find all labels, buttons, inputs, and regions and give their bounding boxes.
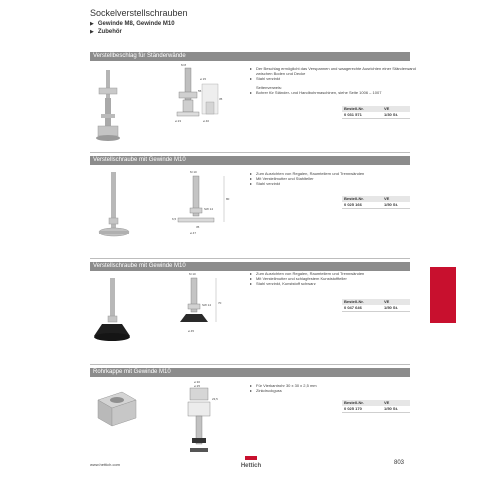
dim-label: 70 xyxy=(218,301,222,305)
product-photo-plastic-foot xyxy=(90,276,134,346)
subtitle-item[interactable] xyxy=(90,20,175,28)
feature-item: ▸ Stahl verzinkt xyxy=(250,181,416,186)
order-table xyxy=(342,400,410,413)
feature-item: ▸ Zum Ausrichten von Regalen, Raumteilern und Trennwänden xyxy=(250,271,416,276)
product-photo-leveller xyxy=(88,68,128,143)
feature-list xyxy=(250,271,416,287)
order-col-number-header: Bestell-Nr. xyxy=(344,400,364,405)
order-number: 0 025 170 xyxy=(344,406,362,411)
triangle-icon: ▶ xyxy=(90,21,94,27)
order-number: 0 025 166 xyxy=(344,202,362,207)
dim-label: M 10 xyxy=(190,170,197,174)
order-unit: 1/30 St. xyxy=(384,112,399,117)
subtitle-item[interactable] xyxy=(90,28,175,36)
order-col-unit-header: VE xyxy=(384,400,390,405)
dim-label: 35 xyxy=(219,97,223,101)
dim-label: SW 14 xyxy=(202,303,212,307)
triangle-icon: ▶ xyxy=(90,29,94,35)
feature-list xyxy=(250,383,416,393)
feature-item: ▸ Für Vierkantrohr 30 x 30 x 2,5 mm xyxy=(250,383,416,388)
order-col-unit-header: VE xyxy=(384,299,390,304)
subtitle-text: Zubehör xyxy=(97,29,122,35)
feature-item: ▸ Der Beschlag ermöglicht das Verspannen und waagerechte Ausrichten einer Ständerwand zwischen Boden und Decke xyxy=(250,66,416,76)
dim-label: 23,5 xyxy=(212,397,218,401)
product-photo-steel-foot xyxy=(96,170,132,242)
technical-drawing-leveller xyxy=(163,62,223,124)
dim-label: ø 47 xyxy=(190,231,197,235)
feature-item: ▸ Zinkdruckguss xyxy=(250,388,416,393)
dim-label: 55 xyxy=(198,89,202,93)
feature-list xyxy=(250,171,416,187)
order-col-unit-header: VE xyxy=(384,106,390,111)
note-heading: Seitenverweis: xyxy=(256,84,283,90)
technical-drawing-plastic-foot xyxy=(172,270,232,340)
order-unit: 1/50 St. xyxy=(384,406,399,411)
order-col-unit-header: VE xyxy=(384,196,390,201)
footer-url[interactable]: www.hettich.com xyxy=(90,462,121,467)
order-table xyxy=(342,106,410,119)
order-unit: 1/50 St. xyxy=(384,202,399,207)
feature-item: ▸ Zum Ausrichten von Regalen, Raumteilern und Trennwänden xyxy=(250,171,416,176)
page-number: 803 xyxy=(394,460,405,466)
dim-label: 6,5 xyxy=(172,217,177,221)
feature-item: ▸ Stahl verzinkt xyxy=(250,76,416,81)
dim-label: ø 30 xyxy=(194,380,201,384)
dim-label: ø 15 xyxy=(200,77,207,81)
brand-text: Hettich xyxy=(240,463,262,468)
dim-label: 80 xyxy=(226,197,230,201)
order-unit: 1/50 St. xyxy=(384,305,399,310)
technical-drawing-steel-foot xyxy=(172,168,234,238)
section-divider xyxy=(90,152,410,153)
order-col-number-header: Bestell-Nr. xyxy=(344,196,364,201)
page-title: Sockelverstellschrauben xyxy=(90,8,188,18)
chapter-tab[interactable] xyxy=(430,267,456,323)
feature-item: ▸ Mit Verstellmutter und schlagfestem Kunststoffteller xyxy=(250,276,416,281)
order-col-number-header: Bestell-Nr. xyxy=(344,106,364,111)
technical-drawing-tube-cap xyxy=(178,378,228,458)
section-header: Verstellbeschlag für Ständerwände xyxy=(90,52,410,61)
section-divider xyxy=(90,258,410,259)
dim-label: M 8 xyxy=(181,63,187,67)
hettich-logo xyxy=(236,456,266,468)
product-photo-tube-cap xyxy=(92,382,140,432)
dim-label: ø 45 xyxy=(188,329,195,333)
section-header: Verstellschraube mit Gewinde M10 xyxy=(90,262,410,271)
section-header: Verstellschraube mit Gewinde M10 xyxy=(90,156,410,165)
dim-label: ø 40 xyxy=(203,119,210,123)
dim-label: 35 xyxy=(196,225,200,229)
order-number: 0 031 571 xyxy=(344,112,362,117)
order-table xyxy=(342,299,410,312)
feature-list xyxy=(250,66,416,95)
note-item: ▸ Bohrer für Ständer- und Handbohrmaschinen, siehe Seite 1006 – 1007 xyxy=(250,90,416,95)
dim-label: M 10 xyxy=(189,272,196,276)
dim-label: ø 25 xyxy=(194,384,201,388)
order-number: 0 047 646 xyxy=(344,305,362,310)
dim-label: SW 14 xyxy=(204,207,214,211)
subtitle-text: Gewinde M8, Gewinde M10 xyxy=(97,21,175,27)
section-divider xyxy=(90,364,410,365)
order-table xyxy=(342,196,410,209)
feature-item: ▸ Mit Verstellmutter und Stahlteller xyxy=(250,176,416,181)
dim-label: ø 23 xyxy=(175,119,182,123)
feature-item: ▸ Stahl verzinkt, Kunststoff schwarz xyxy=(250,281,416,286)
order-col-number-header: Bestell-Nr. xyxy=(344,299,364,304)
section-header: Rohrkappe mit Gewinde M10 xyxy=(90,368,410,377)
subtitle-list xyxy=(90,20,175,36)
